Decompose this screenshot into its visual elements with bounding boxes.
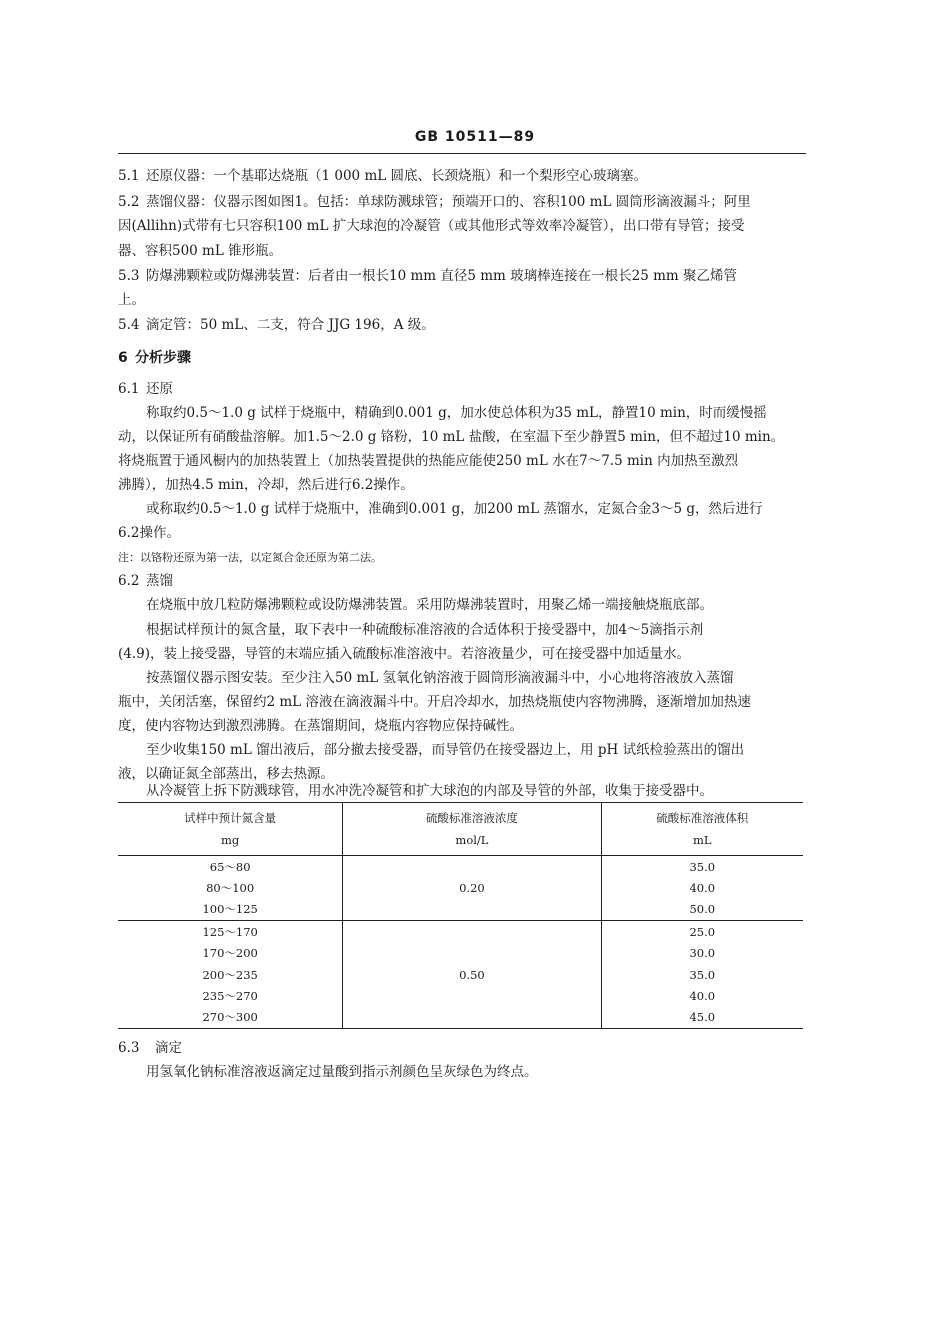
section-6-2-title: 蒸馏 xyxy=(146,573,173,589)
table-header-volume-unit: mL xyxy=(693,833,712,847)
section-6-2-p5: 从冷凝管上拆下防溅球管，用水冲洗冷凝管和扩大球泡的内部及导管的外部，收集于接受器中。 xyxy=(146,783,713,799)
table-cell-range: 235～270 xyxy=(118,985,343,1006)
section-6-number: 6 xyxy=(118,350,128,366)
section-6-1-p2-line-2: 6.2操作。 xyxy=(118,525,180,541)
table-cell-volume: 30.0 xyxy=(689,946,716,961)
table-cell-range: 65～80 xyxy=(118,856,343,878)
section-5-4-text: 滴定管：50 mL、二支，符合 JJG 196，A 级。 xyxy=(146,317,435,333)
table-header-volume-label: 硫酸标准溶液体积 xyxy=(656,811,749,825)
section-6-3-number: 6.3 xyxy=(118,1040,140,1056)
table-header-nitrogen-label: 试样中预计氮含量 xyxy=(184,811,277,825)
section-6-2-p3-line-3: 度，使内容物达到激烈沸腾。在蒸馏期间，烧瓶内容物应保持碱性。 xyxy=(118,718,523,734)
section-6-2-number: 6.2 xyxy=(118,573,140,589)
table-row xyxy=(118,856,803,878)
section-6-2-p4-line-2: 液，以确证氮全部蒸出，移去热源。 xyxy=(118,766,334,782)
table-header-concentration-unit: mol/L xyxy=(455,833,489,847)
table-cell-volume: 40.0 xyxy=(689,881,716,896)
section-5-2-line-2: 因(Allihn)式带有七只容积100 mL 扩大球泡的冷凝管（或其他形式等效率冷凝管），出口带有导管；接受 xyxy=(118,218,745,234)
section-6-1-p1-line-3: 将烧瓶置于通风橱内的加热装置上（加热装置提供的热能应能使250 mL 水在7～7.5 min 内加热至激烈 xyxy=(118,453,739,469)
table-header-nitrogen xyxy=(118,803,343,856)
table-cell-range: 270～300 xyxy=(118,1007,343,1029)
table-cell-concentration: 0.50 xyxy=(343,921,601,1029)
section-6-3-p1: 用氢氧化钠标准溶液返滴定过量酸到指示剂颜色呈灰绿色为终点。 xyxy=(146,1064,538,1080)
table-header-row xyxy=(118,803,803,856)
sulfuric-acid-volume-table xyxy=(118,802,803,1029)
section-6-3-title: 滴定 xyxy=(155,1040,182,1056)
section-6-title: 分析步骤 xyxy=(135,350,191,366)
table-cell-volume: 45.0 xyxy=(689,1010,716,1025)
section-6-2-p2-line-2: (4.9)，装上接受器，导管的末端应插入硫酸标准溶液中。若溶液量少，可在接受器中加适量水。 xyxy=(118,646,691,662)
section-5-2-number: 5.2 xyxy=(118,194,140,210)
table-header-concentration-label: 硫酸标准溶液浓度 xyxy=(425,811,518,825)
section-6-2-p2-line-1: 根据试样预计的氮含量，取下表中一种硫酸标准溶液的合适体积于接受器中，加4～5滴指示剂 xyxy=(146,622,704,638)
header-rule xyxy=(118,153,806,154)
section-5-4-number: 5.4 xyxy=(118,317,140,333)
table-cell-range: 125～170 xyxy=(118,921,343,943)
table-cell-volume: 50.0 xyxy=(689,902,716,917)
section-5-3-line-1: 防爆沸颗粒或防爆沸装置：后者由一根长10 mm 直径5 mm 玻璃棒连接在一根长25 mm 聚乙烯管 xyxy=(146,268,737,284)
table-header-concentration xyxy=(343,803,601,856)
section-6-1-number: 6.1 xyxy=(118,381,140,397)
table-cell-range: 170～200 xyxy=(118,943,343,964)
section-5-3-number: 5.3 xyxy=(118,268,140,284)
section-6-2-p3-line-2: 瓶中，关闭活塞，保留约2 mL 溶液在滴液漏斗中。开启冷却水，加热烧瓶使内容物沸腾，逐渐增加加热速 xyxy=(118,694,751,710)
section-6-1-title: 还原 xyxy=(146,381,173,397)
table-row xyxy=(118,921,803,943)
section-5-1-text: 还原仪器：一个基耶达烧瓶（1 000 mL 圆底、长颈烧瓶）和一个梨形空心玻璃塞。 xyxy=(146,168,647,184)
table-cell-range: 200～235 xyxy=(118,964,343,985)
section-6-1-p1-line-1: 称取约0.5～1.0 g 试样于烧瓶中，精确到0.001 g，加水使总体积为35 mL，静置10 min，时而缓慢摇 xyxy=(146,405,767,421)
table-cell-volume: 25.0 xyxy=(601,921,803,943)
section-5-2-line-3: 器、容积500 mL 锥形瓶。 xyxy=(118,243,283,259)
table-cell-volume: 35.0 xyxy=(689,967,716,982)
table-cell-volume: 35.0 xyxy=(689,859,716,874)
section-6-1-p1-line-2: 动，以保证所有硝酸盐溶解。加1.5～2.0 g 铬粉，10 mL 盐酸，在室温下至少静置5 min，但不超过10 min。 xyxy=(118,429,785,445)
section-5-2-line-1: 蒸馏仪器：仪器示图如图1。包括：单球防溅球管；预端开口的、容积100 mL 圆筒形滴液漏斗；阿里 xyxy=(146,194,751,210)
section-6-1-note: 注：以铬粉还原为第一法，以定氮合金还原为第二法。 xyxy=(118,551,382,564)
table-header-volume xyxy=(601,803,803,856)
table-cell-volume: 40.0 xyxy=(689,989,716,1004)
table-cell-range: 100～125 xyxy=(118,899,343,921)
section-6-2-p1: 在烧瓶中放几粒防爆沸颗粒或设防爆沸装置。采用防爆沸装置时，用聚乙烯一端接触烧瓶底部。 xyxy=(146,597,713,613)
table-header-nitrogen-unit: mg xyxy=(221,833,240,847)
section-6-1-p1-line-4: 沸腾），加热4.5 min，冷却，然后进行6.2操作。 xyxy=(118,477,414,493)
section-6-2-p3-line-1: 按蒸馏仪器示图安装。至少注入50 mL 氢氧化钠溶液于圆筒形滴液漏斗中，小心地将溶液放入蒸馏 xyxy=(146,670,734,686)
section-6-1-p2-line-1: 或称取约0.5～1.0 g 试样于烧瓶中，准确到0.001 g，加200 mL 蒸馏水，定氮合金3～5 g，然后进行 xyxy=(146,501,763,517)
section-5-1-number: 5.1 xyxy=(118,168,140,184)
section-5-3-line-2: 上。 xyxy=(118,292,145,308)
page-header-code: GB 10511—89 xyxy=(414,129,536,145)
table-cell-concentration: 0.20 xyxy=(343,856,601,921)
section-6-2-p4-line-1: 至少收集150 mL 馏出液后，部分撤去接受器，而导管仍在接受器边上，用 pH 试纸检验蒸出的馏出 xyxy=(146,742,745,758)
table-cell-range: 80～100 xyxy=(118,877,343,898)
